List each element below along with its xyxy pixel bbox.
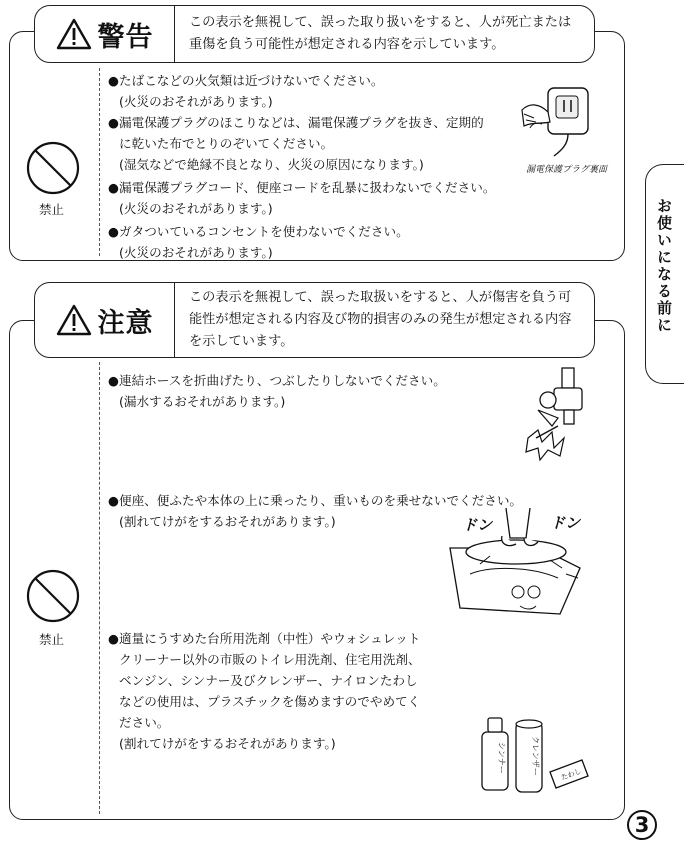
bottle-label-1: シンナー: [497, 742, 506, 774]
plug-illustration: [518, 82, 610, 164]
caution-description: この表示を無視して、誤った取扱いをすると、人が傷害を負う可 能性が想定される内容及び物的損害のみの発生が想定される内容 を示しています。: [189, 290, 572, 349]
warning-prohibition-label: 禁止: [39, 202, 65, 217]
sponge-label: たわし: [559, 767, 583, 782]
caution-title: 注意: [97, 307, 154, 339]
impact-text-1: ドン: [462, 516, 493, 534]
caution-item-2: ●便座、便ふたや本体の上に乗ったり、重いものを乗せないでください。 (割れてけがをするおそれがあります。): [108, 493, 522, 529]
warning-description: この表示を無視して、誤った取り扱いをすると、人が死亡または 重傷を負う可能性が想定される内容を示しています。: [189, 15, 572, 52]
impact-text-2: ドン: [550, 514, 581, 532]
prohibition-icon: [25, 568, 81, 624]
caution-header-title-area: [35, 283, 175, 357]
warning-item-2: ●漏電保護プラグのほこりなどは、漏電保護プラグを抜き、定期的 に乾いた布でとりのぞいてください。 (湿気などで絶縁不良となり、火災の原因になります。): [108, 115, 484, 172]
warning-title: 警告: [97, 21, 154, 53]
caution-divider: [99, 362, 100, 814]
bottle-label-2: クレンザー: [531, 736, 540, 776]
warning-item-4: ●ガタついているコンセントを使わないでください。 (火災のおそれがあります。): [108, 224, 409, 260]
side-tab-label: お使いになる前に: [655, 198, 673, 334]
person-on-toilet-illustration: [440, 508, 590, 620]
warning-item-3: ●漏電保護プラグコード、便座コードを乱暴に扱わないでください。 (火災のおそれがあります。): [108, 180, 496, 216]
cleaners-illustration: [476, 712, 592, 798]
prohibition-icon: [25, 140, 81, 196]
caution-item-1: ●連結ホースを折曲げたり、つぶしたりしないでください。 (漏水するおそれがあります。): [108, 373, 446, 409]
caution-prohibition-label: 禁止: [39, 632, 65, 647]
hose-illustration: [518, 364, 598, 468]
caution-item-3: ●適量にうすめた台所用洗剤（中性）やウォシュレット クリーナー以外の市販のトイレ用洗剤、住宅用洗剤、 ベンジン、シンナー及びクレンザー、ナイロンたわし などの使用は、プラスチックを傷めますのでやめてく ださい。 (割れてけがをするおそれがあります。): [108, 631, 421, 751]
warning-header-title-area: [35, 6, 175, 62]
warning-triangle-icon: [56, 18, 92, 50]
warning-divider: [99, 68, 100, 256]
caution-triangle-icon: [56, 304, 92, 336]
page-number: 3: [627, 810, 657, 840]
caution-header: [34, 282, 595, 358]
warning-item-1: ●たばこなどの火気類は近づけないでください。 (火災のおそれがあります。): [108, 73, 384, 109]
warning-header: [34, 5, 595, 63]
plug-illustration-caption: 漏電保護プラグ裏面: [526, 165, 608, 175]
